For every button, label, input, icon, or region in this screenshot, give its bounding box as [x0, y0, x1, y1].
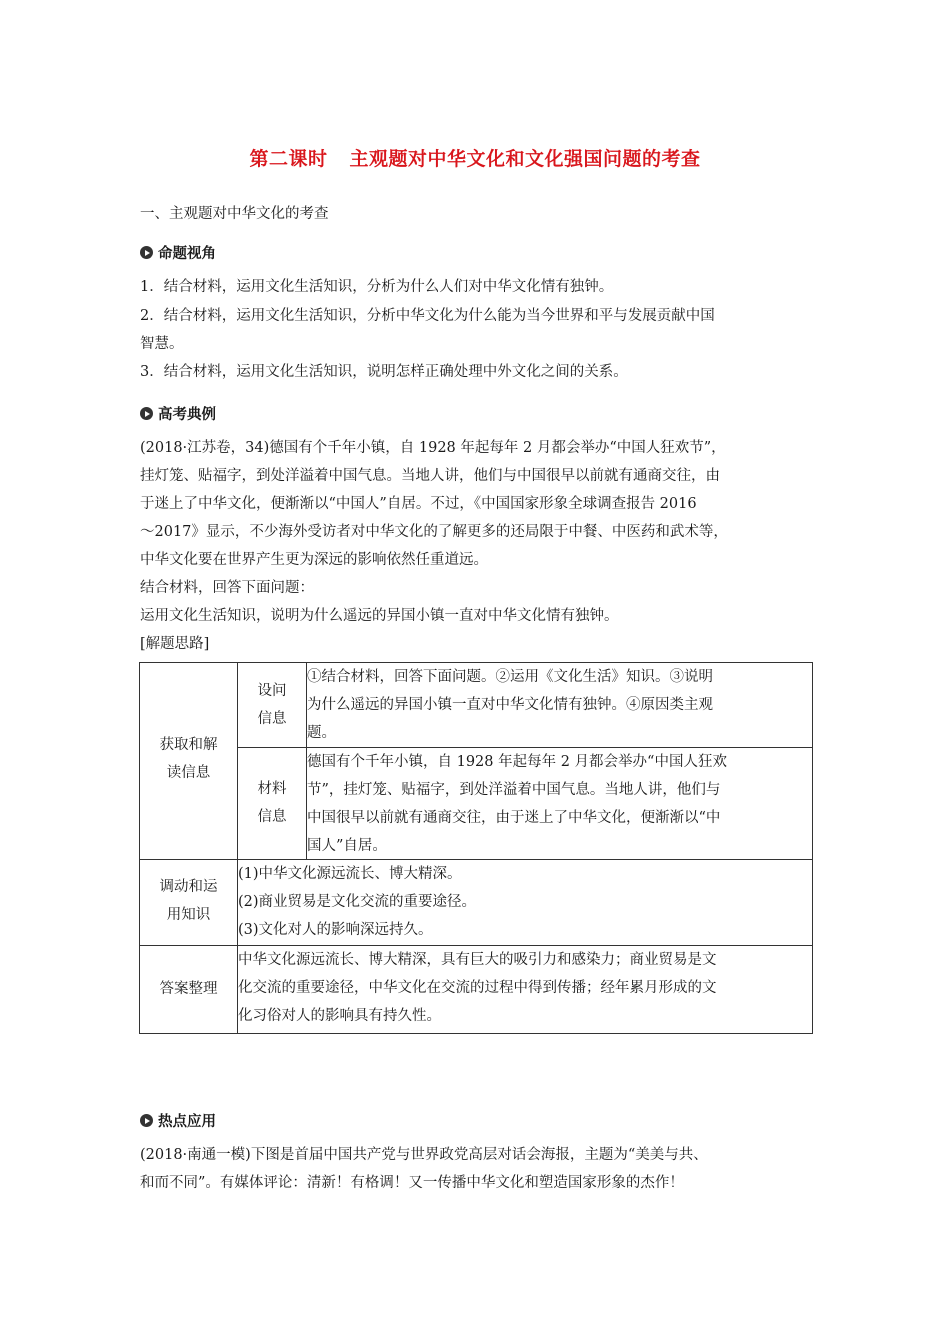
page-title — [0, 144, 950, 171]
table-cell — [306, 662, 813, 748]
table-label: 设问 — [257, 683, 287, 699]
table-text: 化交流的重要途径，中华文化在交流的过程中得到传播；经年累月形成的文 — [238, 980, 717, 996]
gaokao-line: ～2017》显示，不少海外受访者对中华文化的了解更多的还局限于中餐、中医药和武术等， — [140, 524, 728, 540]
redian-label: 热点应用 — [158, 1114, 216, 1130]
lesson-topic: 主观题对中华文化和文化强国问题的考查 — [349, 148, 701, 170]
table-cell — [237, 662, 307, 748]
gaokao-line: 运用文化生活知识，说明为什么遥远的异国小镇一直对中华文化情有独钟。 — [140, 608, 619, 624]
table-cell — [139, 945, 238, 1034]
mingti-header — [140, 242, 216, 263]
table-label: 信息 — [257, 711, 287, 727]
table-label: 答案整理 — [159, 981, 218, 997]
table-text: 中国很早以前就有通商交往，由于迷上了中华文化，便渐渐以“中 — [307, 810, 721, 826]
table-text: 国人”自居。 — [307, 838, 387, 854]
analysis-table — [139, 662, 813, 1034]
redian-line: 和而不同”。有媒体评论：清新！有格调！又一传播中华文化和塑造国家形象的杰作！ — [140, 1175, 684, 1191]
table-cell — [306, 747, 813, 860]
table-label: 读信息 — [166, 765, 211, 781]
play-circle-icon — [140, 1114, 153, 1127]
table-text: 中华文化源远流长、博大精深，具有巨大的吸引力和感染力；商业贸易是文 — [238, 952, 717, 968]
play-circle-icon — [140, 246, 153, 259]
table-text: (1)中华文化源远流长、博大精深。 — [238, 866, 462, 882]
gaokao-line: (2018·江苏卷，34)德国有个千年小镇，自 1928 年起每年 2 月都会举办“中国人狂欢节”， — [140, 440, 726, 456]
gaokao-line: 结合材料，回答下面问题： — [140, 580, 314, 596]
table-label: 材料 — [257, 781, 287, 797]
table-cell — [237, 747, 307, 860]
mingti-label: 命题视角 — [158, 246, 216, 262]
table-label: 用知识 — [166, 907, 211, 923]
gaokao-line: 于迷上了中华文化，便渐渐以“中国人”自居。不过，《中国国家形象全球调查报告 2016 — [140, 496, 697, 512]
mingti-line: 2．结合材料，运用文化生活知识，分析中华文化为什么能为当今世界和平与发展贡献中国 — [140, 308, 715, 324]
redian-line: (2018·南通一模)下图是首届中国共产党与世界政党高层对话会海报，主题为“美美与共、 — [140, 1147, 708, 1163]
redian-header — [140, 1110, 216, 1131]
gaokao-line: 中华文化要在世界产生更为深远的影响依然任重道远。 — [140, 552, 488, 568]
lesson-label: 第二课时 — [249, 148, 328, 170]
table-text: 为什么遥远的异国小镇一直对中华文化情有独钟。④原因类主观 — [307, 697, 713, 713]
mingti-line: 1．结合材料，运用文化生活知识，分析为什么人们对中华文化情有独钟。 — [140, 279, 614, 295]
table-text: ①结合材料，回答下面问题。②运用《文化生活》知识。③说明 — [307, 669, 713, 685]
table-label: 调动和运 — [159, 879, 218, 895]
mingti-line: 智慧。 — [140, 336, 184, 352]
table-cell — [139, 662, 238, 860]
table-cell — [139, 859, 238, 946]
table-text: 节”，挂灯笼、贴福字，到处洋溢着中国气息。当地人讲，他们与 — [307, 782, 721, 798]
mingti-line: 3．结合材料，运用文化生活知识，说明怎样正确处理中外文化之间的关系。 — [140, 364, 628, 380]
table-text: 化习俗对人的影响具有持久性。 — [238, 1008, 441, 1024]
table-text: (3)文化对人的影响深远持久。 — [238, 922, 433, 938]
gaokao-line: 挂灯笼、贴福字，到处洋溢着中国气息。当地人讲，他们与中国很早以前就有通商交往，由 — [140, 468, 720, 484]
table-label: 信息 — [257, 809, 287, 825]
table-cell — [237, 945, 813, 1034]
table-text: 题。 — [307, 725, 336, 741]
table-text: (2)商业贸易是文化交流的重要途径。 — [238, 894, 477, 910]
table-text: 德国有个千年小镇，自 1928 年起每年 2 月都会举办“中国人狂欢 — [307, 754, 727, 770]
table-label: 获取和解 — [159, 737, 218, 753]
table-cell — [237, 859, 813, 946]
gaokao-line: [解题思路] — [140, 636, 210, 652]
gaokao-label: 高考典例 — [158, 407, 216, 423]
section-heading: 一、主观题对中华文化的考查 — [140, 206, 329, 222]
play-circle-icon — [140, 407, 153, 420]
gaokao-header — [140, 403, 216, 424]
